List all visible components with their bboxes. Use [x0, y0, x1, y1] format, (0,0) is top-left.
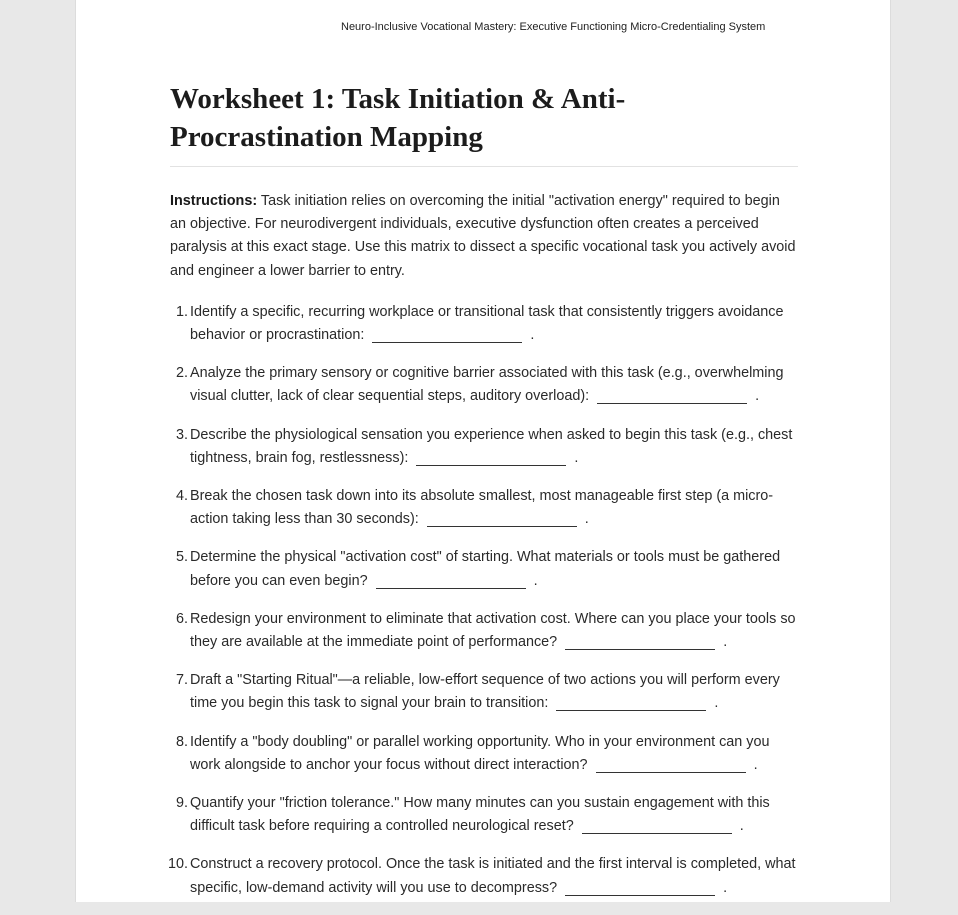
question-item [170, 546, 798, 592]
answer-blank[interactable] [582, 819, 732, 834]
question-number: 7. [175, 672, 188, 689]
answer-blank[interactable] [556, 696, 706, 711]
question-text: Identify a "body doubling" or parallel working opportunity. Who in your environment can you work alongside to anchor your focus without direct interaction? [190, 733, 770, 773]
question-text: Break the chosen task down into its absolute smallest, most manageable first step (a micro-action taking less than 30 seconds): [190, 488, 774, 528]
line-end: . [723, 634, 728, 651]
worksheet-content [167, 80, 798, 915]
question-item [170, 301, 798, 347]
instructions [170, 190, 798, 283]
answer-blank[interactable] [416, 451, 566, 466]
line-end: . [755, 388, 760, 405]
question-item [170, 608, 798, 654]
question-item [170, 485, 798, 531]
question-number: 9. [175, 795, 188, 812]
running-header: Neuro-Inclusive Vocational Mastery: Executive Functioning Micro-Credentialing System [341, 21, 766, 33]
question-text: Determine the physical "activation cost" of starting. What materials or tools must be gathered before you can even begin? [190, 549, 781, 589]
instructions-label: Instructions: [170, 193, 258, 209]
question-number: 5. [175, 549, 188, 566]
answer-blank[interactable] [376, 574, 526, 589]
document-page [75, 0, 891, 902]
line-end: . [753, 756, 758, 773]
question-number: 2. [175, 365, 188, 382]
line-end: . [533, 572, 538, 589]
question-number: 10. [167, 856, 188, 873]
question-item [170, 792, 798, 838]
question-list [167, 301, 798, 900]
line-end: . [739, 818, 744, 835]
line-end: . [530, 327, 535, 344]
question-item [170, 362, 798, 408]
question-text: Construct a recovery protocol. Once the task is initiated and the first interval is completed, what specific, low-demand activity will you use to decompress? [190, 856, 796, 896]
question-text: Quantify your "friction tolerance." How many minutes can you sustain engagement with this difficult task before requiring a controlled neurological reset? [190, 795, 770, 835]
answer-blank[interactable] [427, 512, 577, 527]
question-number: 8. [175, 733, 188, 750]
line-end: . [714, 695, 719, 712]
answer-blank[interactable] [565, 635, 715, 650]
answer-blank[interactable] [565, 881, 715, 896]
answer-blank[interactable] [597, 389, 747, 404]
question-number: 1. [175, 303, 188, 320]
question-item [167, 853, 798, 899]
line-end: . [584, 511, 589, 528]
answer-blank[interactable] [372, 328, 522, 343]
question-item [170, 424, 798, 470]
line-end: . [723, 879, 728, 896]
answer-blank[interactable] [596, 758, 746, 773]
question-number: 6. [175, 610, 188, 627]
question-number: 3. [175, 426, 188, 443]
instructions-text: Task initiation relies on overcoming the initial "activation energy" required to begin an objective. For neurodivergent individuals, executive dysfunction often creates a perceived paralysis at this exact stage. Use this matrix to dissect a specific vocational task you actively avoid and engineer a lower barrier to entry. [170, 193, 796, 279]
line-end: . [574, 449, 579, 466]
worksheet-title: Worksheet 1: Task Initiation & Anti-Procrastination Mapping [170, 80, 798, 167]
question-text: Identify a specific, recurring workplace or transitional task that consistently triggers avoidance behavior or procrastination: [190, 303, 784, 344]
question-text: Redesign your environment to eliminate that activation cost. Where can you place your tools so they are available at the immediate point of performance? [190, 610, 796, 651]
question-text: Analyze the primary sensory or cognitive barrier associated with this task (e.g., overwhelming visual clutter, lack of clear sequential steps, auditory overload): [190, 365, 784, 405]
question-text: Draft a "Starting Ritual"—a reliable, low-effort sequence of two actions you will perform every time you begin this task to signal your brain to transition: [190, 672, 780, 712]
question-item [170, 669, 798, 715]
question-text: Describe the physiological sensation you experience when asked to begin this task (e.g., chest tightness, brain fog, restlessness): [190, 426, 793, 466]
question-item [170, 731, 798, 777]
question-number: 4. [175, 488, 188, 505]
